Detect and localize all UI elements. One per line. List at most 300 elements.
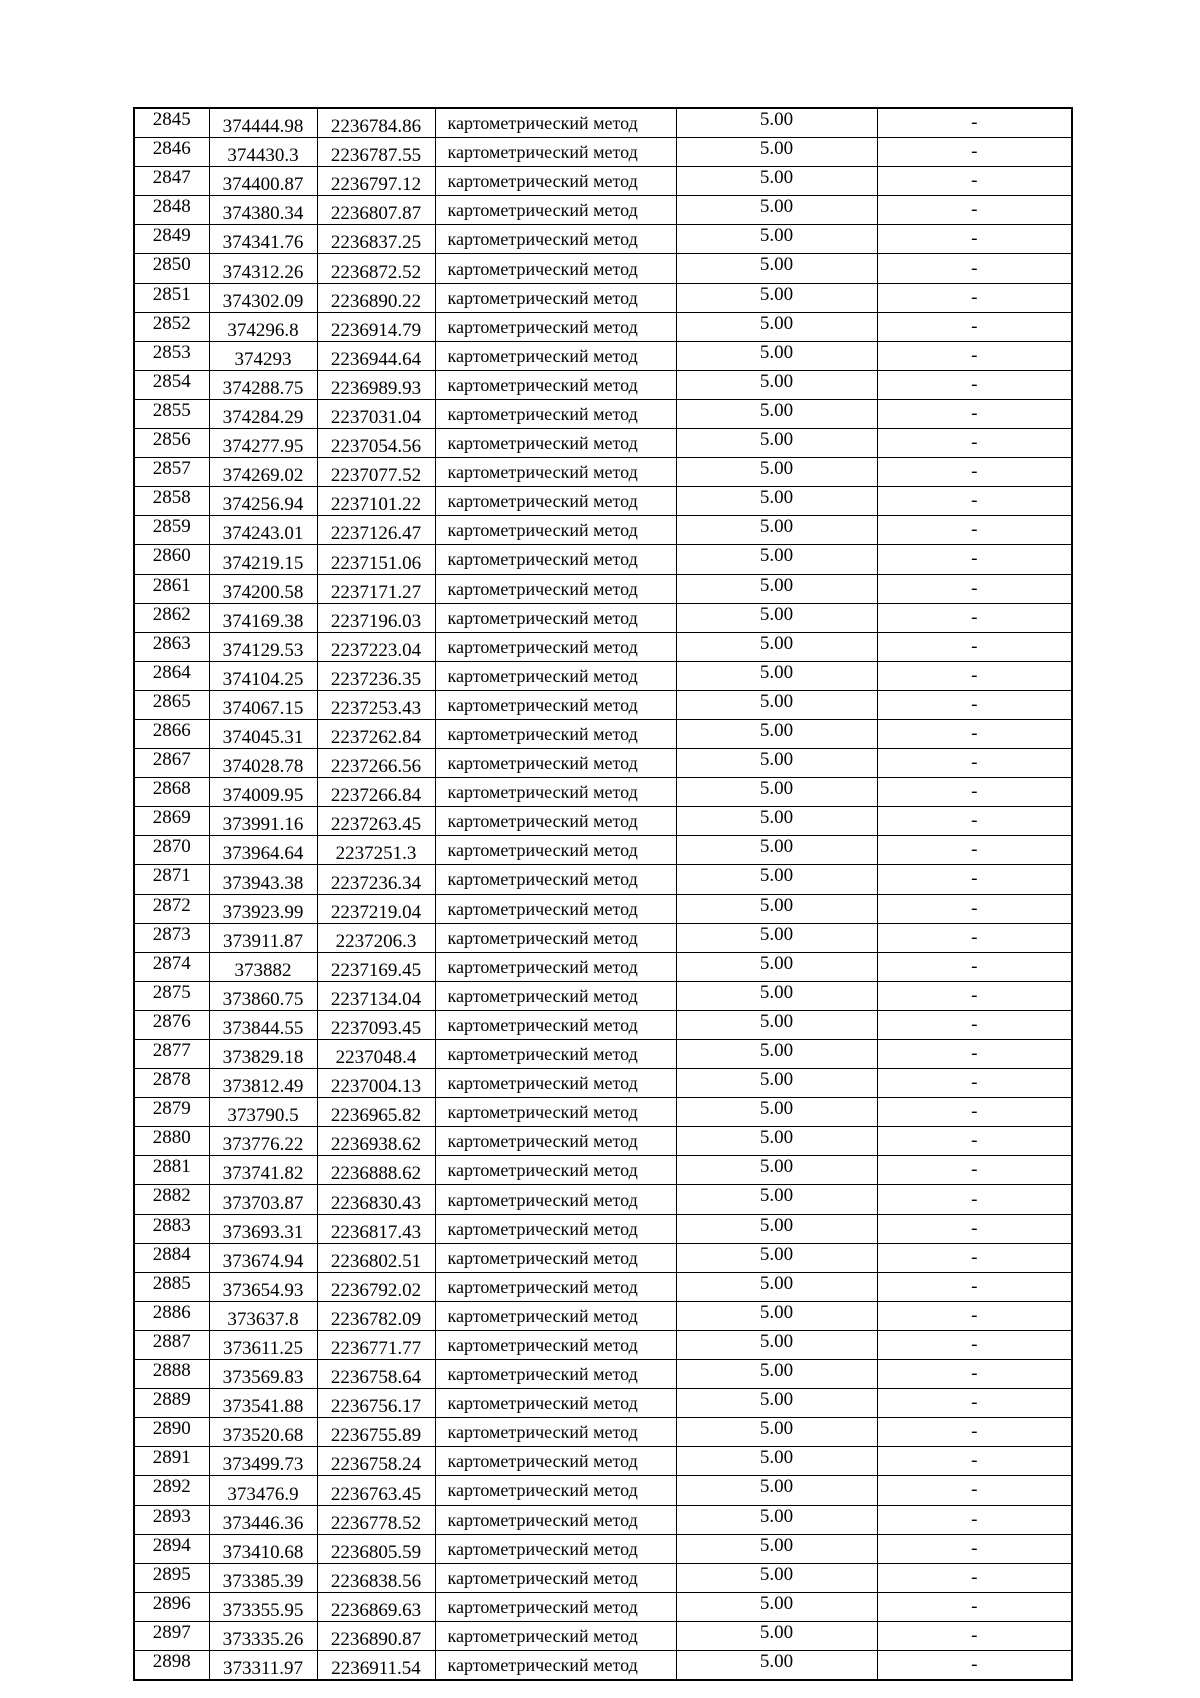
point-number-cell: 2880 <box>134 1127 209 1156</box>
table-row <box>134 1098 1072 1127</box>
note-cell: - <box>877 429 1072 458</box>
point-number-cell: 2892 <box>134 1476 209 1505</box>
point-number-cell: 2859 <box>134 516 209 545</box>
accuracy-cell: 5.00 <box>676 865 877 894</box>
x-coordinate-cell: 373829.18 <box>209 1040 317 1069</box>
accuracy-cell: 5.00 <box>676 312 877 341</box>
table-row <box>134 1534 1072 1563</box>
accuracy-cell: 5.00 <box>676 1360 877 1389</box>
accuracy-cell: 5.00 <box>676 952 877 981</box>
table-row <box>134 1418 1072 1447</box>
accuracy-cell: 5.00 <box>676 1214 877 1243</box>
point-number-cell: 2872 <box>134 894 209 923</box>
x-coordinate-cell: 373776.22 <box>209 1127 317 1156</box>
y-coordinate-cell: 2236914.79 <box>317 312 435 341</box>
table-row <box>134 138 1072 167</box>
accuracy-cell: 5.00 <box>676 836 877 865</box>
accuracy-cell: 5.00 <box>676 894 877 923</box>
point-number-cell: 2857 <box>134 458 209 487</box>
y-coordinate-cell: 2236837.25 <box>317 225 435 254</box>
x-coordinate-cell: 374341.76 <box>209 225 317 254</box>
x-coordinate-cell: 373964.64 <box>209 836 317 865</box>
table-row <box>134 749 1072 778</box>
method-cell: картометрический метод <box>435 545 676 574</box>
method-cell: картометрический метод <box>435 254 676 283</box>
x-coordinate-cell: 374269.02 <box>209 458 317 487</box>
note-cell: - <box>877 196 1072 225</box>
y-coordinate-cell: 2236989.93 <box>317 370 435 399</box>
accuracy-cell: 5.00 <box>676 1621 877 1650</box>
note-cell: - <box>877 545 1072 574</box>
method-cell: картометрический метод <box>435 1563 676 1592</box>
method-cell: картометрический метод <box>435 836 676 865</box>
y-coordinate-cell: 2237126.47 <box>317 516 435 545</box>
table-row <box>134 283 1072 312</box>
point-number-cell: 2860 <box>134 545 209 574</box>
accuracy-cell: 5.00 <box>676 1418 877 1447</box>
x-coordinate-cell: 374045.31 <box>209 719 317 748</box>
accuracy-cell: 5.00 <box>676 225 877 254</box>
y-coordinate-cell: 2236755.89 <box>317 1418 435 1447</box>
point-number-cell: 2868 <box>134 778 209 807</box>
point-number-cell: 2893 <box>134 1505 209 1534</box>
note-cell: - <box>877 1389 1072 1418</box>
x-coordinate-cell: 374009.95 <box>209 778 317 807</box>
x-coordinate-cell: 373476.9 <box>209 1476 317 1505</box>
x-coordinate-cell: 373693.31 <box>209 1214 317 1243</box>
table-row <box>134 399 1072 428</box>
point-number-cell: 2867 <box>134 749 209 778</box>
point-number-cell: 2851 <box>134 283 209 312</box>
method-cell: картометрический метод <box>435 1185 676 1214</box>
y-coordinate-cell: 2236888.62 <box>317 1156 435 1185</box>
x-coordinate-cell: 374129.53 <box>209 632 317 661</box>
method-cell: картометрический метод <box>435 1447 676 1476</box>
note-cell: - <box>877 836 1072 865</box>
point-number-cell: 2878 <box>134 1069 209 1098</box>
method-cell: картометрический метод <box>435 429 676 458</box>
note-cell: - <box>877 1272 1072 1301</box>
method-cell: картометрический метод <box>435 312 676 341</box>
x-coordinate-cell: 373703.87 <box>209 1185 317 1214</box>
note-cell: - <box>877 458 1072 487</box>
table-row <box>134 458 1072 487</box>
note-cell: - <box>877 1214 1072 1243</box>
y-coordinate-cell: 2237093.45 <box>317 1010 435 1039</box>
x-coordinate-cell: 374169.38 <box>209 603 317 632</box>
x-coordinate-cell: 373355.95 <box>209 1592 317 1621</box>
y-coordinate-cell: 2236830.43 <box>317 1185 435 1214</box>
method-cell: картометрический метод <box>435 778 676 807</box>
point-number-cell: 2854 <box>134 370 209 399</box>
table-row <box>134 1272 1072 1301</box>
accuracy-cell: 5.00 <box>676 719 877 748</box>
note-cell: - <box>877 603 1072 632</box>
y-coordinate-cell: 2237266.56 <box>317 749 435 778</box>
point-number-cell: 2879 <box>134 1098 209 1127</box>
table-row <box>134 1330 1072 1359</box>
table-row <box>134 952 1072 981</box>
table-row <box>134 429 1072 458</box>
y-coordinate-cell: 2237004.13 <box>317 1069 435 1098</box>
table-row <box>134 487 1072 516</box>
y-coordinate-cell: 2236778.52 <box>317 1505 435 1534</box>
point-number-cell: 2873 <box>134 923 209 952</box>
note-cell: - <box>877 516 1072 545</box>
table-row <box>134 1505 1072 1534</box>
method-cell: картометрический метод <box>435 719 676 748</box>
note-cell: - <box>877 1563 1072 1592</box>
method-cell: картометрический метод <box>435 1010 676 1039</box>
note-cell: - <box>877 1505 1072 1534</box>
table-row <box>134 341 1072 370</box>
x-coordinate-cell: 374219.15 <box>209 545 317 574</box>
accuracy-cell: 5.00 <box>676 138 877 167</box>
x-coordinate-cell: 373541.88 <box>209 1389 317 1418</box>
y-coordinate-cell: 2237196.03 <box>317 603 435 632</box>
method-cell: картометрический метод <box>435 690 676 719</box>
point-number-cell: 2858 <box>134 487 209 516</box>
x-coordinate-cell: 373410.68 <box>209 1534 317 1563</box>
table-row <box>134 981 1072 1010</box>
point-number-cell: 2870 <box>134 836 209 865</box>
method-cell: картометрический метод <box>435 487 676 516</box>
x-coordinate-cell: 373911.87 <box>209 923 317 952</box>
point-number-cell: 2875 <box>134 981 209 1010</box>
accuracy-cell: 5.00 <box>676 690 877 719</box>
note-cell: - <box>877 1301 1072 1330</box>
accuracy-cell: 5.00 <box>676 923 877 952</box>
method-cell: картометрический метод <box>435 574 676 603</box>
y-coordinate-cell: 2236787.55 <box>317 138 435 167</box>
point-number-cell: 2853 <box>134 341 209 370</box>
method-cell: картометрический метод <box>435 749 676 778</box>
y-coordinate-cell: 2237236.35 <box>317 661 435 690</box>
table-row <box>134 1301 1072 1330</box>
x-coordinate-cell: 373335.26 <box>209 1621 317 1650</box>
y-coordinate-cell: 2236872.52 <box>317 254 435 283</box>
note-cell: - <box>877 807 1072 836</box>
point-number-cell: 2888 <box>134 1360 209 1389</box>
y-coordinate-cell: 2237151.06 <box>317 545 435 574</box>
x-coordinate-cell: 374312.26 <box>209 254 317 283</box>
method-cell: картометрический метод <box>435 1069 676 1098</box>
note-cell: - <box>877 1534 1072 1563</box>
x-coordinate-cell: 374444.98 <box>209 108 317 138</box>
table-row <box>134 1127 1072 1156</box>
point-number-cell: 2877 <box>134 1040 209 1069</box>
point-number-cell: 2855 <box>134 399 209 428</box>
accuracy-cell: 5.00 <box>676 167 877 196</box>
method-cell: картометрический метод <box>435 1621 676 1650</box>
table-row <box>134 1360 1072 1389</box>
accuracy-cell: 5.00 <box>676 661 877 690</box>
y-coordinate-cell: 2236805.59 <box>317 1534 435 1563</box>
accuracy-cell: 5.00 <box>676 1040 877 1069</box>
note-cell: - <box>877 225 1072 254</box>
method-cell: картометрический метод <box>435 1156 676 1185</box>
accuracy-cell: 5.00 <box>676 1243 877 1272</box>
note-cell: - <box>877 865 1072 894</box>
x-coordinate-cell: 373499.73 <box>209 1447 317 1476</box>
accuracy-cell: 5.00 <box>676 196 877 225</box>
table-row <box>134 108 1072 138</box>
method-cell: картометрический метод <box>435 1418 676 1447</box>
y-coordinate-cell: 2236890.22 <box>317 283 435 312</box>
table-row <box>134 865 1072 894</box>
table-row <box>134 1621 1072 1650</box>
method-cell: картометрический метод <box>435 196 676 225</box>
note-cell: - <box>877 1010 1072 1039</box>
method-cell: картометрический метод <box>435 516 676 545</box>
accuracy-cell: 5.00 <box>676 1098 877 1127</box>
note-cell: - <box>877 1098 1072 1127</box>
point-number-cell: 2897 <box>134 1621 209 1650</box>
table-row <box>134 196 1072 225</box>
point-number-cell: 2849 <box>134 225 209 254</box>
x-coordinate-cell: 374277.95 <box>209 429 317 458</box>
note-cell: - <box>877 690 1072 719</box>
method-cell: картометрический метод <box>435 1098 676 1127</box>
method-cell: картометрический метод <box>435 1040 676 1069</box>
y-coordinate-cell: 2237223.04 <box>317 632 435 661</box>
accuracy-cell: 5.00 <box>676 1447 877 1476</box>
accuracy-cell: 5.00 <box>676 487 877 516</box>
method-cell: картометрический метод <box>435 399 676 428</box>
point-number-cell: 2850 <box>134 254 209 283</box>
table-row <box>134 807 1072 836</box>
note-cell: - <box>877 1621 1072 1650</box>
point-number-cell: 2861 <box>134 574 209 603</box>
method-cell: картометрический метод <box>435 661 676 690</box>
method-cell: картометрический метод <box>435 1272 676 1301</box>
method-cell: картометрический метод <box>435 632 676 661</box>
y-coordinate-cell: 2236807.87 <box>317 196 435 225</box>
table-row <box>134 1650 1072 1680</box>
method-cell: картометрический метод <box>435 1505 676 1534</box>
accuracy-cell: 5.00 <box>676 749 877 778</box>
method-cell: картометрический метод <box>435 1389 676 1418</box>
note-cell: - <box>877 952 1072 981</box>
note-cell: - <box>877 574 1072 603</box>
method-cell: картометрический метод <box>435 1476 676 1505</box>
point-number-cell: 2846 <box>134 138 209 167</box>
point-number-cell: 2889 <box>134 1389 209 1418</box>
x-coordinate-cell: 373674.94 <box>209 1243 317 1272</box>
accuracy-cell: 5.00 <box>676 1505 877 1534</box>
method-cell: картометрический метод <box>435 981 676 1010</box>
point-number-cell: 2882 <box>134 1185 209 1214</box>
accuracy-cell: 5.00 <box>676 807 877 836</box>
table-row <box>134 690 1072 719</box>
table-row <box>134 370 1072 399</box>
x-coordinate-cell: 373569.83 <box>209 1360 317 1389</box>
method-cell: картометрический метод <box>435 458 676 487</box>
note-cell: - <box>877 981 1072 1010</box>
x-coordinate-cell: 374284.29 <box>209 399 317 428</box>
method-cell: картометрический метод <box>435 108 676 138</box>
point-number-cell: 2895 <box>134 1563 209 1592</box>
note-cell: - <box>877 370 1072 399</box>
x-coordinate-cell: 373520.68 <box>209 1418 317 1447</box>
x-coordinate-cell: 373923.99 <box>209 894 317 923</box>
note-cell: - <box>877 341 1072 370</box>
accuracy-cell: 5.00 <box>676 1476 877 1505</box>
method-cell: картометрический метод <box>435 1243 676 1272</box>
y-coordinate-cell: 2236758.64 <box>317 1360 435 1389</box>
y-coordinate-cell: 2236965.82 <box>317 1098 435 1127</box>
x-coordinate-cell: 373611.25 <box>209 1330 317 1359</box>
method-cell: картометрический метод <box>435 1650 676 1680</box>
note-cell: - <box>877 1127 1072 1156</box>
point-number-cell: 2848 <box>134 196 209 225</box>
table-row <box>134 516 1072 545</box>
table-row <box>134 1156 1072 1185</box>
y-coordinate-cell: 2237048.4 <box>317 1040 435 1069</box>
method-cell: картометрический метод <box>435 1127 676 1156</box>
y-coordinate-cell: 2236938.62 <box>317 1127 435 1156</box>
note-cell: - <box>877 283 1072 312</box>
accuracy-cell: 5.00 <box>676 370 877 399</box>
point-number-cell: 2881 <box>134 1156 209 1185</box>
note-cell: - <box>877 312 1072 341</box>
x-coordinate-cell: 374296.8 <box>209 312 317 341</box>
x-coordinate-cell: 374256.94 <box>209 487 317 516</box>
table-row <box>134 225 1072 254</box>
note-cell: - <box>877 1156 1072 1185</box>
y-coordinate-cell: 2236763.45 <box>317 1476 435 1505</box>
table-row <box>134 719 1072 748</box>
point-number-cell: 2896 <box>134 1592 209 1621</box>
accuracy-cell: 5.00 <box>676 1650 877 1680</box>
y-coordinate-cell: 2236802.51 <box>317 1243 435 1272</box>
table-row <box>134 778 1072 807</box>
y-coordinate-cell: 2237219.04 <box>317 894 435 923</box>
point-number-cell: 2863 <box>134 632 209 661</box>
method-cell: картометрический метод <box>435 370 676 399</box>
accuracy-cell: 5.00 <box>676 545 877 574</box>
y-coordinate-cell: 2237169.45 <box>317 952 435 981</box>
accuracy-cell: 5.00 <box>676 1069 877 1098</box>
table-row <box>134 836 1072 865</box>
note-cell: - <box>877 923 1072 952</box>
point-number-cell: 2876 <box>134 1010 209 1039</box>
y-coordinate-cell: 2237206.3 <box>317 923 435 952</box>
method-cell: картометрический метод <box>435 1330 676 1359</box>
y-coordinate-cell: 2237101.22 <box>317 487 435 516</box>
x-coordinate-cell: 373790.5 <box>209 1098 317 1127</box>
y-coordinate-cell: 2237266.84 <box>317 778 435 807</box>
point-number-cell: 2894 <box>134 1534 209 1563</box>
note-cell: - <box>877 1243 1072 1272</box>
method-cell: картометрический метод <box>435 603 676 632</box>
note-cell: - <box>877 399 1072 428</box>
y-coordinate-cell: 2237171.27 <box>317 574 435 603</box>
table-row <box>134 167 1072 196</box>
note-cell: - <box>877 1418 1072 1447</box>
point-number-cell: 2890 <box>134 1418 209 1447</box>
point-number-cell: 2869 <box>134 807 209 836</box>
note-cell: - <box>877 1040 1072 1069</box>
x-coordinate-cell: 374302.09 <box>209 283 317 312</box>
point-number-cell: 2874 <box>134 952 209 981</box>
method-cell: картометрический метод <box>435 341 676 370</box>
point-number-cell: 2884 <box>134 1243 209 1272</box>
table-row <box>134 632 1072 661</box>
note-cell: - <box>877 894 1072 923</box>
x-coordinate-cell: 373882 <box>209 952 317 981</box>
y-coordinate-cell: 2237262.84 <box>317 719 435 748</box>
table-row <box>134 1069 1072 1098</box>
x-coordinate-cell: 373741.82 <box>209 1156 317 1185</box>
accuracy-cell: 5.00 <box>676 1534 877 1563</box>
table-row <box>134 254 1072 283</box>
x-coordinate-cell: 373654.93 <box>209 1272 317 1301</box>
y-coordinate-cell: 2237263.45 <box>317 807 435 836</box>
accuracy-cell: 5.00 <box>676 1301 877 1330</box>
accuracy-cell: 5.00 <box>676 1389 877 1418</box>
method-cell: картометрический метод <box>435 283 676 312</box>
note-cell: - <box>877 1069 1072 1098</box>
x-coordinate-cell: 374400.87 <box>209 167 317 196</box>
method-cell: картометрический метод <box>435 225 676 254</box>
point-number-cell: 2891 <box>134 1447 209 1476</box>
y-coordinate-cell: 2237251.3 <box>317 836 435 865</box>
table-row <box>134 545 1072 574</box>
method-cell: картометрический метод <box>435 138 676 167</box>
accuracy-cell: 5.00 <box>676 283 877 312</box>
accuracy-cell: 5.00 <box>676 1156 877 1185</box>
method-cell: картометрический метод <box>435 1360 676 1389</box>
accuracy-cell: 5.00 <box>676 254 877 283</box>
method-cell: картометрический метод <box>435 1301 676 1330</box>
x-coordinate-cell: 374380.34 <box>209 196 317 225</box>
accuracy-cell: 5.00 <box>676 1330 877 1359</box>
x-coordinate-cell: 374104.25 <box>209 661 317 690</box>
y-coordinate-cell: 2237253.43 <box>317 690 435 719</box>
table-row <box>134 1214 1072 1243</box>
x-coordinate-cell: 373637.8 <box>209 1301 317 1330</box>
method-cell: картометрический метод <box>435 923 676 952</box>
y-coordinate-cell: 2236792.02 <box>317 1272 435 1301</box>
x-coordinate-cell: 373844.55 <box>209 1010 317 1039</box>
accuracy-cell: 5.00 <box>676 341 877 370</box>
note-cell: - <box>877 1185 1072 1214</box>
method-cell: картометрический метод <box>435 894 676 923</box>
point-number-cell: 2887 <box>134 1330 209 1359</box>
note-cell: - <box>877 632 1072 661</box>
accuracy-cell: 5.00 <box>676 429 877 458</box>
table-row <box>134 1185 1072 1214</box>
accuracy-cell: 5.00 <box>676 1010 877 1039</box>
y-coordinate-cell: 2236869.63 <box>317 1592 435 1621</box>
accuracy-cell: 5.00 <box>676 603 877 632</box>
point-number-cell: 2862 <box>134 603 209 632</box>
x-coordinate-cell: 373446.36 <box>209 1505 317 1534</box>
point-number-cell: 2847 <box>134 167 209 196</box>
table-row <box>134 923 1072 952</box>
x-coordinate-cell: 374293 <box>209 341 317 370</box>
y-coordinate-cell: 2236756.17 <box>317 1389 435 1418</box>
y-coordinate-cell: 2236782.09 <box>317 1301 435 1330</box>
x-coordinate-cell: 373991.16 <box>209 807 317 836</box>
point-number-cell: 2885 <box>134 1272 209 1301</box>
accuracy-cell: 5.00 <box>676 632 877 661</box>
accuracy-cell: 5.00 <box>676 574 877 603</box>
y-coordinate-cell: 2236797.12 <box>317 167 435 196</box>
method-cell: картометрический метод <box>435 807 676 836</box>
point-number-cell: 2865 <box>134 690 209 719</box>
